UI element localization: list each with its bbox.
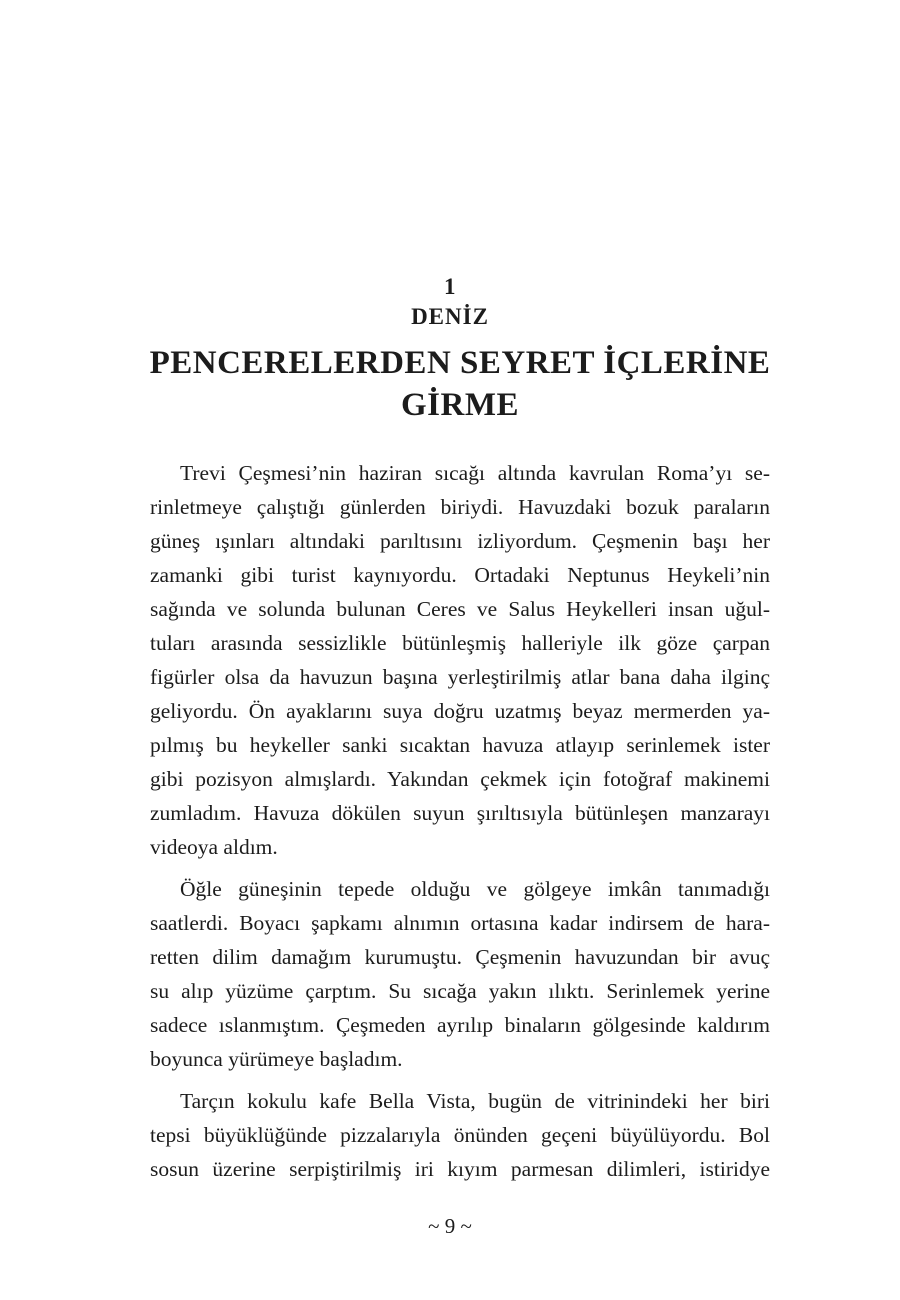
paragraph-2 (150, 872, 770, 1076)
paragraph-1 (150, 456, 770, 864)
text-line: tuları arasında sessizlikle bütünleşmiş halleriyle ilk göze çarpan (150, 631, 770, 655)
text-line: saatlerdi. Boyacı şapkamı alnımın ortasına kadar indirsem de hara- (150, 911, 770, 935)
text-line: tepsi büyüklüğünde pizzalarıyla önünden geçeni büyülüyordu. Bol (150, 1123, 770, 1147)
text-line: gibi pozisyon almışlardı. Yakından çekmek için fotoğraf makinemi (150, 767, 770, 791)
chapter-name: DENİZ (411, 304, 489, 329)
text-line: zumladım. Havuza dökülen suyun şırıltısıyla bütünleşen manzarayı (150, 801, 770, 825)
text-line: boyunca yürümeye başladım. (150, 1047, 403, 1071)
text-line: figürler olsa da havuzun başına yerleştirilmiş atlar bana daha ilginç (150, 665, 770, 689)
text-line: sosun üzerine serpiştirilmiş iri kıyım parmesan dilimleri, istiridye (150, 1157, 770, 1181)
chapter-number: 1 (444, 274, 456, 299)
text-line: retten dilim damağım kurumuştu. Çeşmenin havuzundan bir avuç (150, 945, 770, 969)
paragraph-3 (150, 1084, 770, 1186)
text-line: zamanki gibi turist kaynıyordu. Ortadaki Neptunus Heykeli’nin (150, 563, 770, 587)
chapter-title-line: GİRME (401, 387, 519, 423)
text-line: sağında ve solunda bulunan Ceres ve Salus Heykelleri insan uğul- (150, 597, 770, 621)
page-number: ~ 9 ~ (428, 1214, 472, 1238)
text-line: su alıp yüzüme çarptım. Su sıcağa yakın ılıktı. Serinlemek yerine (150, 979, 770, 1003)
text-line: videoya aldım. (150, 835, 278, 859)
text-line: Öğle güneşinin tepede olduğu ve gölgeye imkân tanımadığı (180, 877, 770, 901)
text-line: Tarçın kokulu kafe Bella Vista, bugün de vitrinindeki her biri (180, 1089, 770, 1113)
text-line: geliyordu. Ön ayaklarını suya doğru uzatmış beyaz mermerden ya- (150, 699, 770, 723)
chapter-title-line: PENCERELERDEN SEYRET İÇLERİNE (149, 345, 771, 381)
body-text (150, 456, 770, 1194)
text-line: Trevi Çeşmesi’nin haziran sıcağı altında kavrulan Roma’yı se- (180, 461, 770, 485)
text-line: pılmış bu heykeller sanki sıcaktan havuza atlayıp serinlemek ister (150, 733, 770, 757)
text-line: güneş ışınları altındaki parıltısını izliyordum. Çeşmenin başı her (150, 529, 770, 553)
text-line: sadece ıslanmıştım. Çeşmeden ayrılıp binaların gölgesinde kaldırım (150, 1013, 770, 1037)
chapter-title (120, 342, 800, 426)
text-line: rinletmeye çalıştığı günlerden biriydi. Havuzdaki bozuk paraların (150, 495, 770, 519)
